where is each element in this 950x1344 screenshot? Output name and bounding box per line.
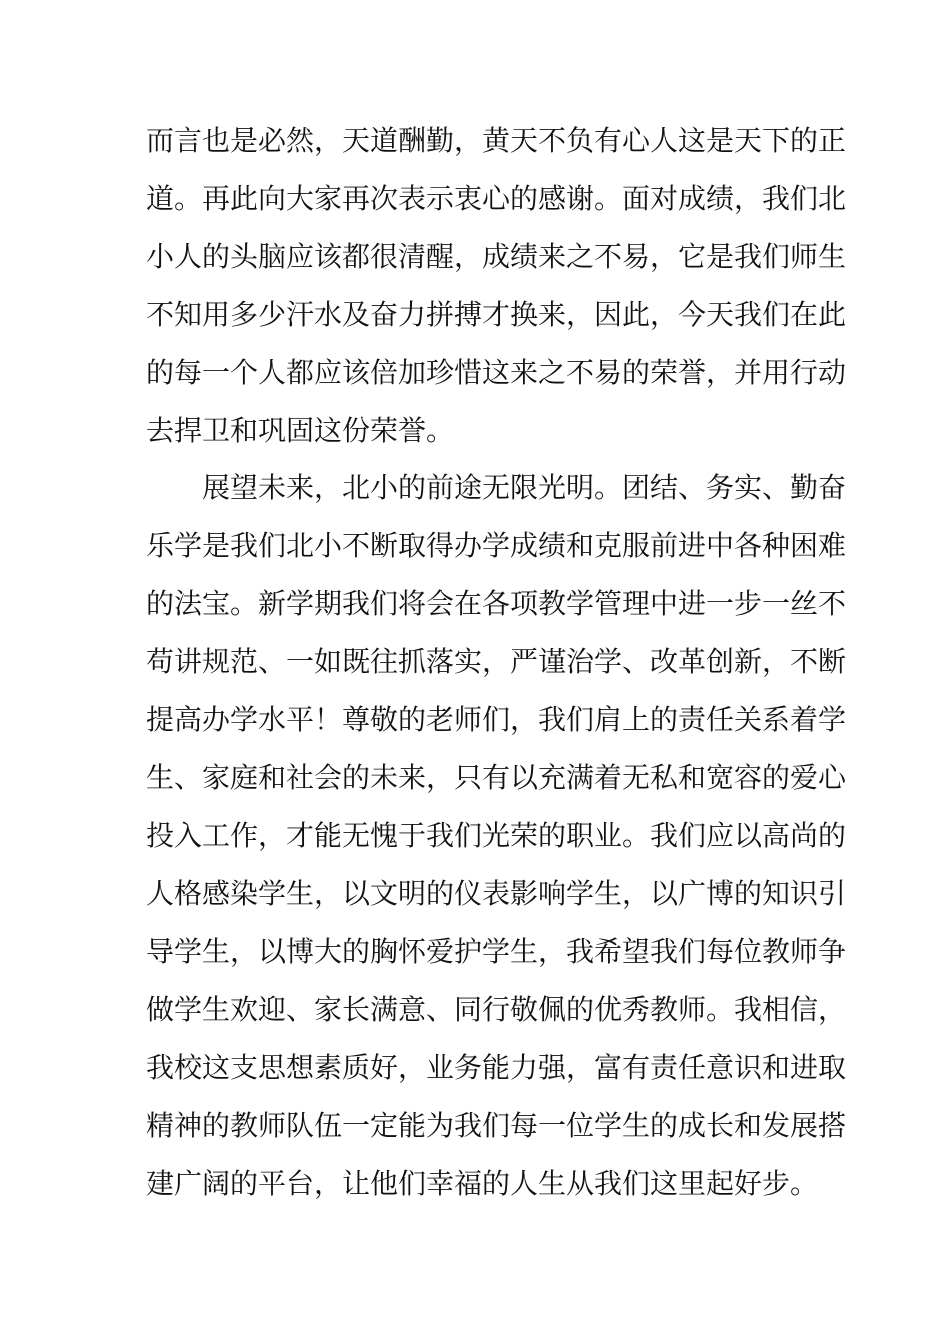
paragraph-line: 的每一个人都应该倍加珍惜这来之不易的荣誉，并用行动 (146, 356, 847, 389)
paragraph-line: 投入工作，才能无愧于我们光荣的职业。我们应以高尚的 (146, 819, 847, 852)
paragraph-line: 展望未来，北小的前途无限光明。团结、务实、勤奋 (202, 471, 847, 504)
paragraph-line: 道。再此向大家再次表示衷心的感谢。面对成绩，我们北 (146, 182, 847, 215)
paragraph-line: 去捍卫和巩固这份荣誉。 (146, 414, 455, 447)
paragraph-line: 而言也是必然，天道酬勤，黄天不负有心人这是天下的正 (146, 124, 847, 157)
paragraph-line: 我校这支思想素质好，业务能力强，富有责任意识和进取 (146, 1051, 847, 1084)
paragraph-line: 的法宝。新学期我们将会在各项教学管理中进一步一丝不 (146, 587, 847, 620)
paragraph-1 (146, 112, 847, 460)
paragraph-2 (146, 459, 847, 1213)
paragraph-line: 做学生欢迎、家长满意、同行敬佩的优秀教师。我相信， (146, 993, 847, 1026)
paragraph-line: 生、家庭和社会的未来，只有以充满着无私和宽容的爱心 (146, 761, 847, 794)
paragraph-line: 精神的教师队伍一定能为我们每一位学生的成长和发展搭 (146, 1109, 847, 1142)
paragraph-line: 不知用多少汗水及奋力拼搏才换来，因此，今天我们在此 (146, 298, 847, 331)
paragraph-line: 乐学是我们北小不断取得办学成绩和克服前进中各种困难 (146, 529, 847, 562)
paragraph-line: 提高办学水平！尊敬的老师们，我们肩上的责任关系着学 (146, 703, 847, 736)
paragraph-line: 导学生，以博大的胸怀爱护学生，我希望我们每位教师争 (146, 935, 847, 968)
paragraph-line: 建广阔的平台，让他们幸福的人生从我们这里起好步。 (146, 1167, 819, 1200)
paragraph-line: 小人的头脑应该都很清醒，成绩来之不易，它是我们师生 (146, 240, 847, 273)
paragraph-line: 苟讲规范、一如既往抓落实，严谨治学、改革创新，不断 (146, 645, 847, 678)
paragraph-line: 人格感染学生，以文明的仪表影响学生，以广博的知识引 (146, 877, 847, 910)
